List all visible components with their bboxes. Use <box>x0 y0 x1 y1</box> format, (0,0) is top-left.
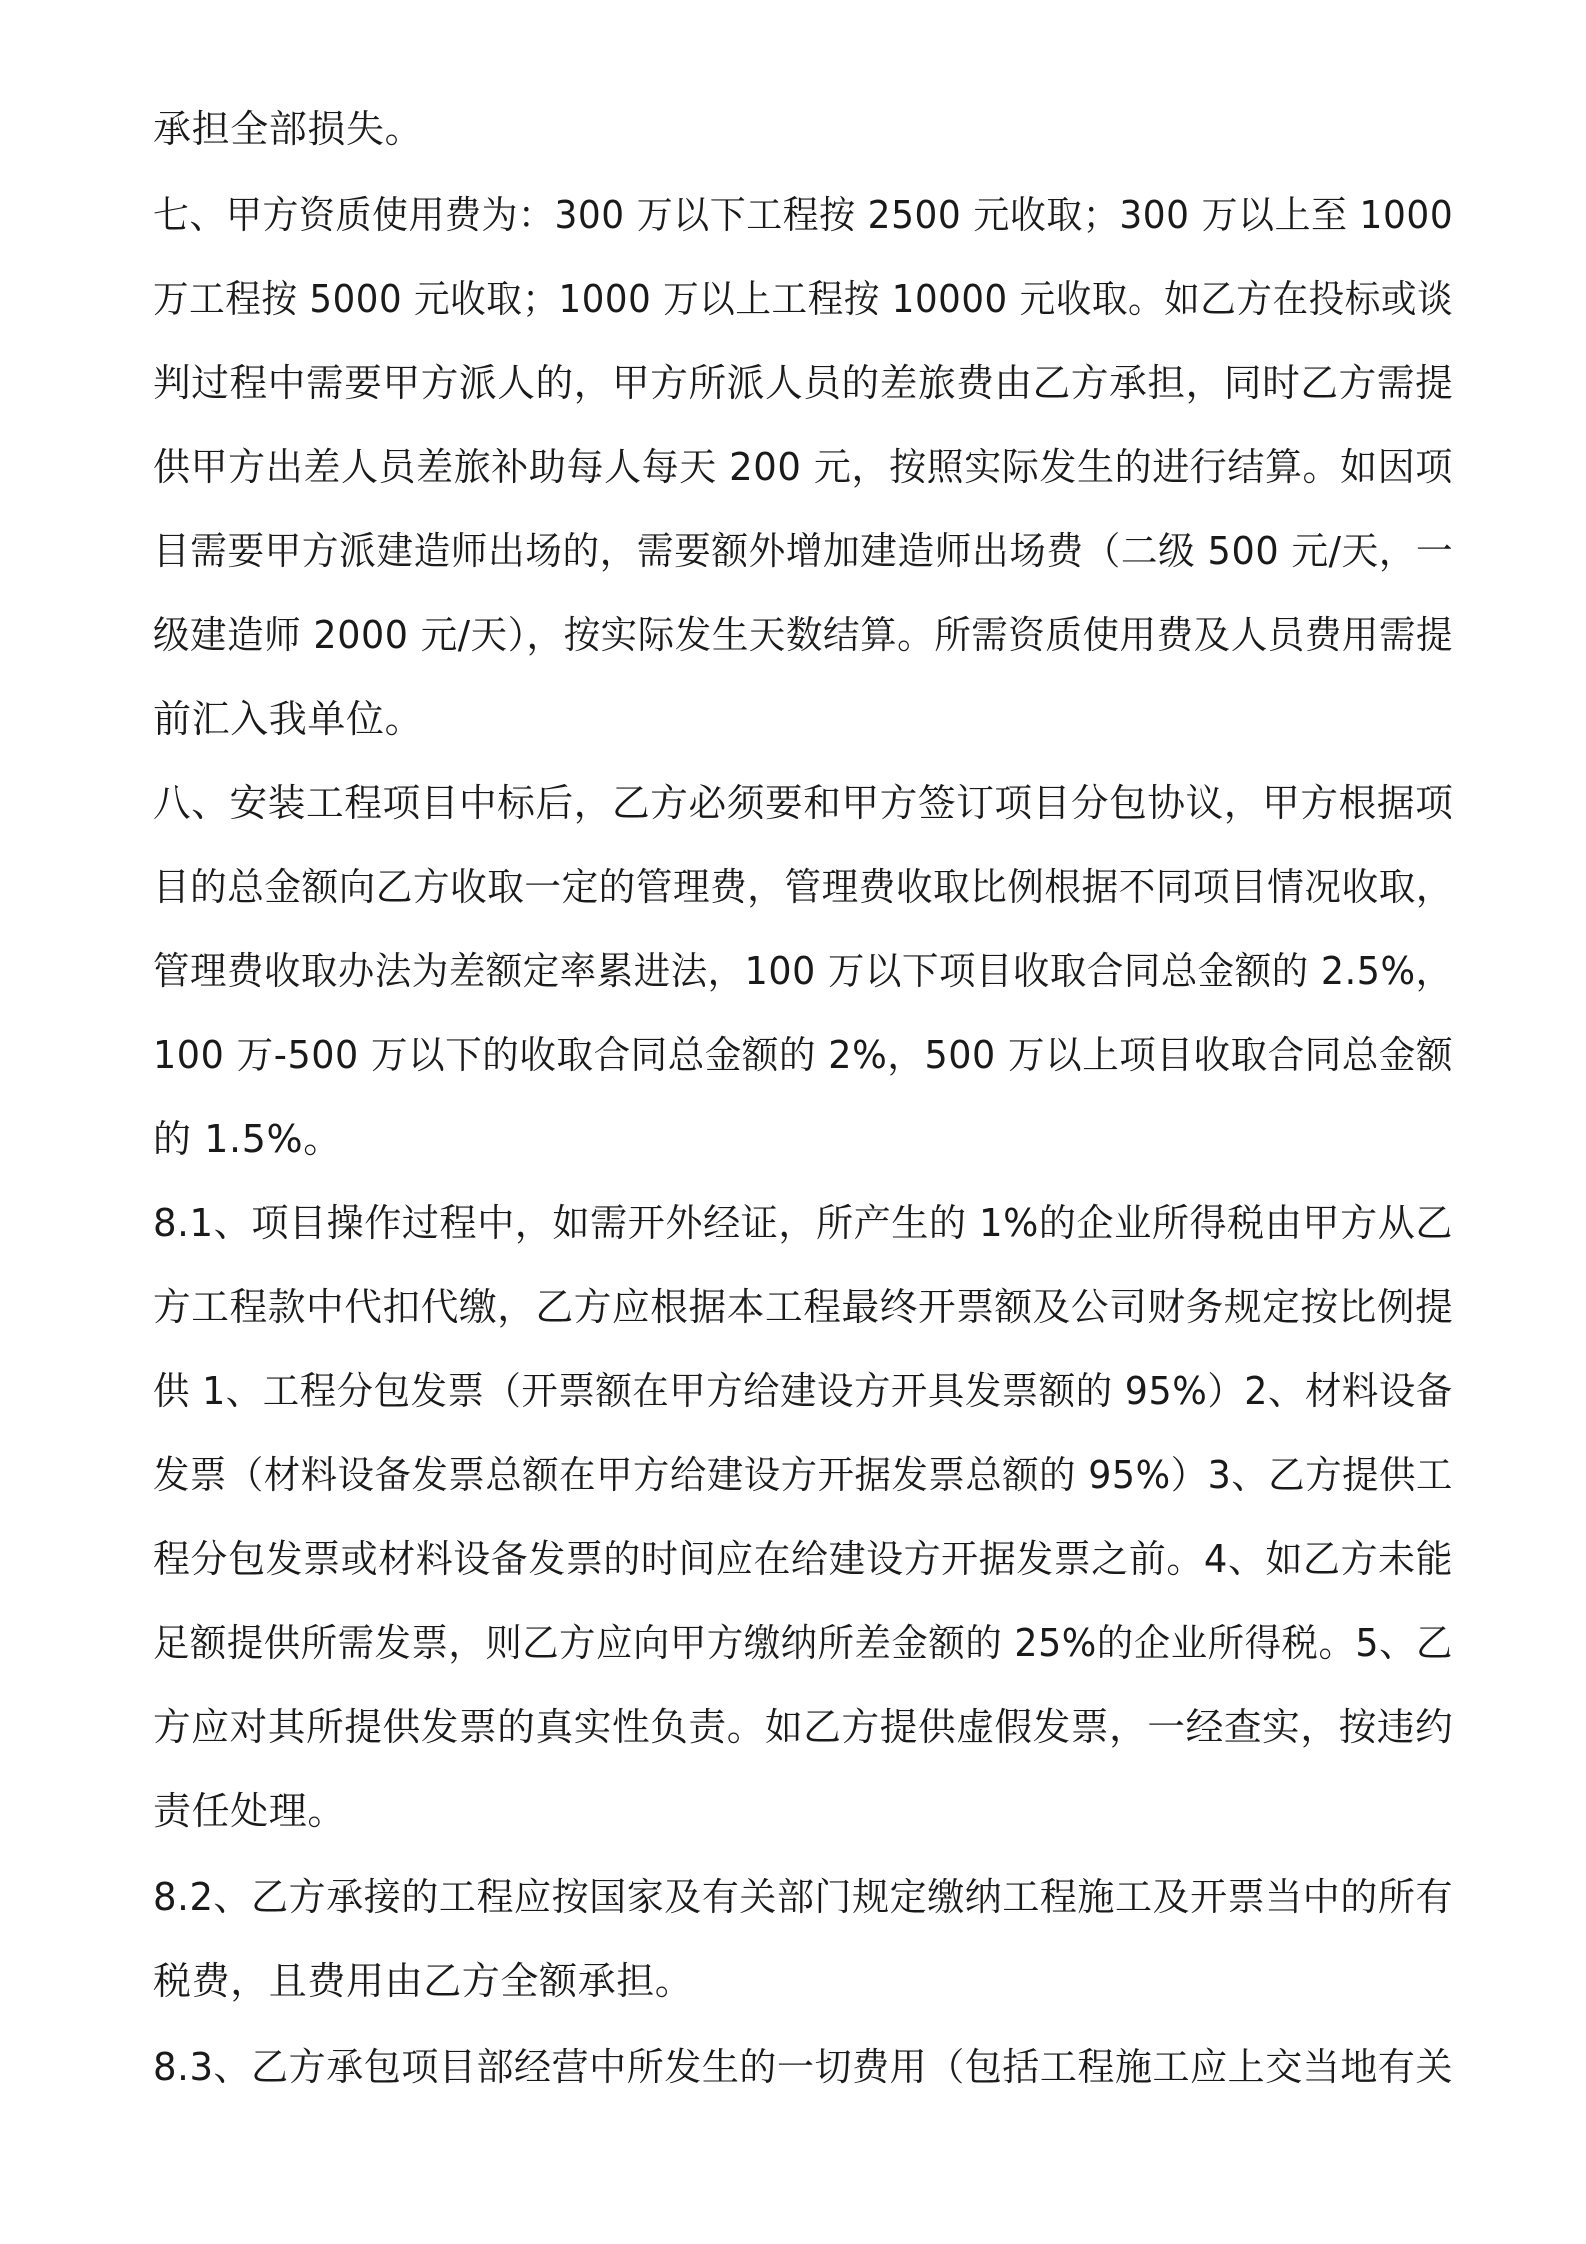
text-line: 税费，且费用由乙方全额承担。 <box>153 1959 694 2003</box>
text-line: 级建造师 2000 元/天），按实际发生天数结算。所需资质使用费及人员费用需提 <box>153 613 1454 657</box>
text-line: 8.3、乙方承包项目部经营中所发生的一切费用（包括工程施工应上交当地有关 <box>153 2045 1454 2089</box>
text-line: 足额提供所需发票，则乙方应向甲方缴纳所差金额的 25%的企业所得税。5、乙 <box>153 1621 1453 1665</box>
text-line: 供 1、工程分包发票（开票额在甲方给建设方开具发票额的 95%）2、材料设备 <box>153 1369 1453 1413</box>
text-line: 万工程按 5000 元收取；1000 万以上工程按 10000 元收取。如乙方在投标或谈 <box>153 277 1454 321</box>
text-line: 程分包发票或材料设备发票的时间应在给建设方开据发票之前。4、如乙方未能 <box>153 1537 1454 1581</box>
text-line: 供甲方出差人员差旅补助每人每天 200 元，按照实际发生的进行结算。如因项 <box>153 445 1453 489</box>
text-line: 前汇入我单位。 <box>153 697 424 741</box>
text-line: 的 1.5%。 <box>153 1117 342 1161</box>
text-line: 责任处理。 <box>153 1789 347 1833</box>
text-line: 七、甲方资质使用费为：300 万以下工程按 2500 元收取；300 万以上至 1000 <box>153 193 1454 237</box>
text-line: 方工程款中代扣代缴，乙方应根据本工程最终开票额及公司财务规定按比例提 <box>153 1285 1454 1329</box>
text-line: 承担全部损失。 <box>153 107 424 151</box>
text-line: 管理费收取办法为差额定率累进法，100 万以下项目收取合同总金额的 2.5%， <box>153 949 1453 993</box>
text-line: 判过程中需要甲方派人的，甲方所派人员的差旅费由乙方承担，同时乙方需提 <box>153 361 1454 405</box>
text-line: 8.2、乙方承接的工程应按国家及有关部门规定缴纳工程施工及开票当中的所有 <box>153 1875 1454 1919</box>
text-line: 目需要甲方派建造师出场的，需要额外增加建造师出场费（二级 500 元/天，一 <box>153 529 1454 573</box>
text-line: 8.1、项目操作过程中，如需开外经证，所产生的 1%的企业所得税由甲方从乙 <box>153 1201 1453 1245</box>
text-line: 八、安装工程项目中标后，乙方必须要和甲方签订项目分包协议，甲方根据项 <box>153 781 1454 825</box>
text-line: 方应对其所提供发票的真实性负责。如乙方提供虚假发票，一经查实，按违约 <box>153 1705 1454 1749</box>
text-line: 发票（材料设备发票总额在甲方给建设方开据发票总额的 95%）3、乙方提供工 <box>153 1453 1453 1497</box>
text-line: 目的总金额向乙方收取一定的管理费，管理费收取比例根据不同项目情况收取， <box>153 865 1454 909</box>
text-line: 100 万-500 万以下的收取合同总金额的 2%，500 万以上项目收取合同总金额 <box>153 1033 1454 1077</box>
